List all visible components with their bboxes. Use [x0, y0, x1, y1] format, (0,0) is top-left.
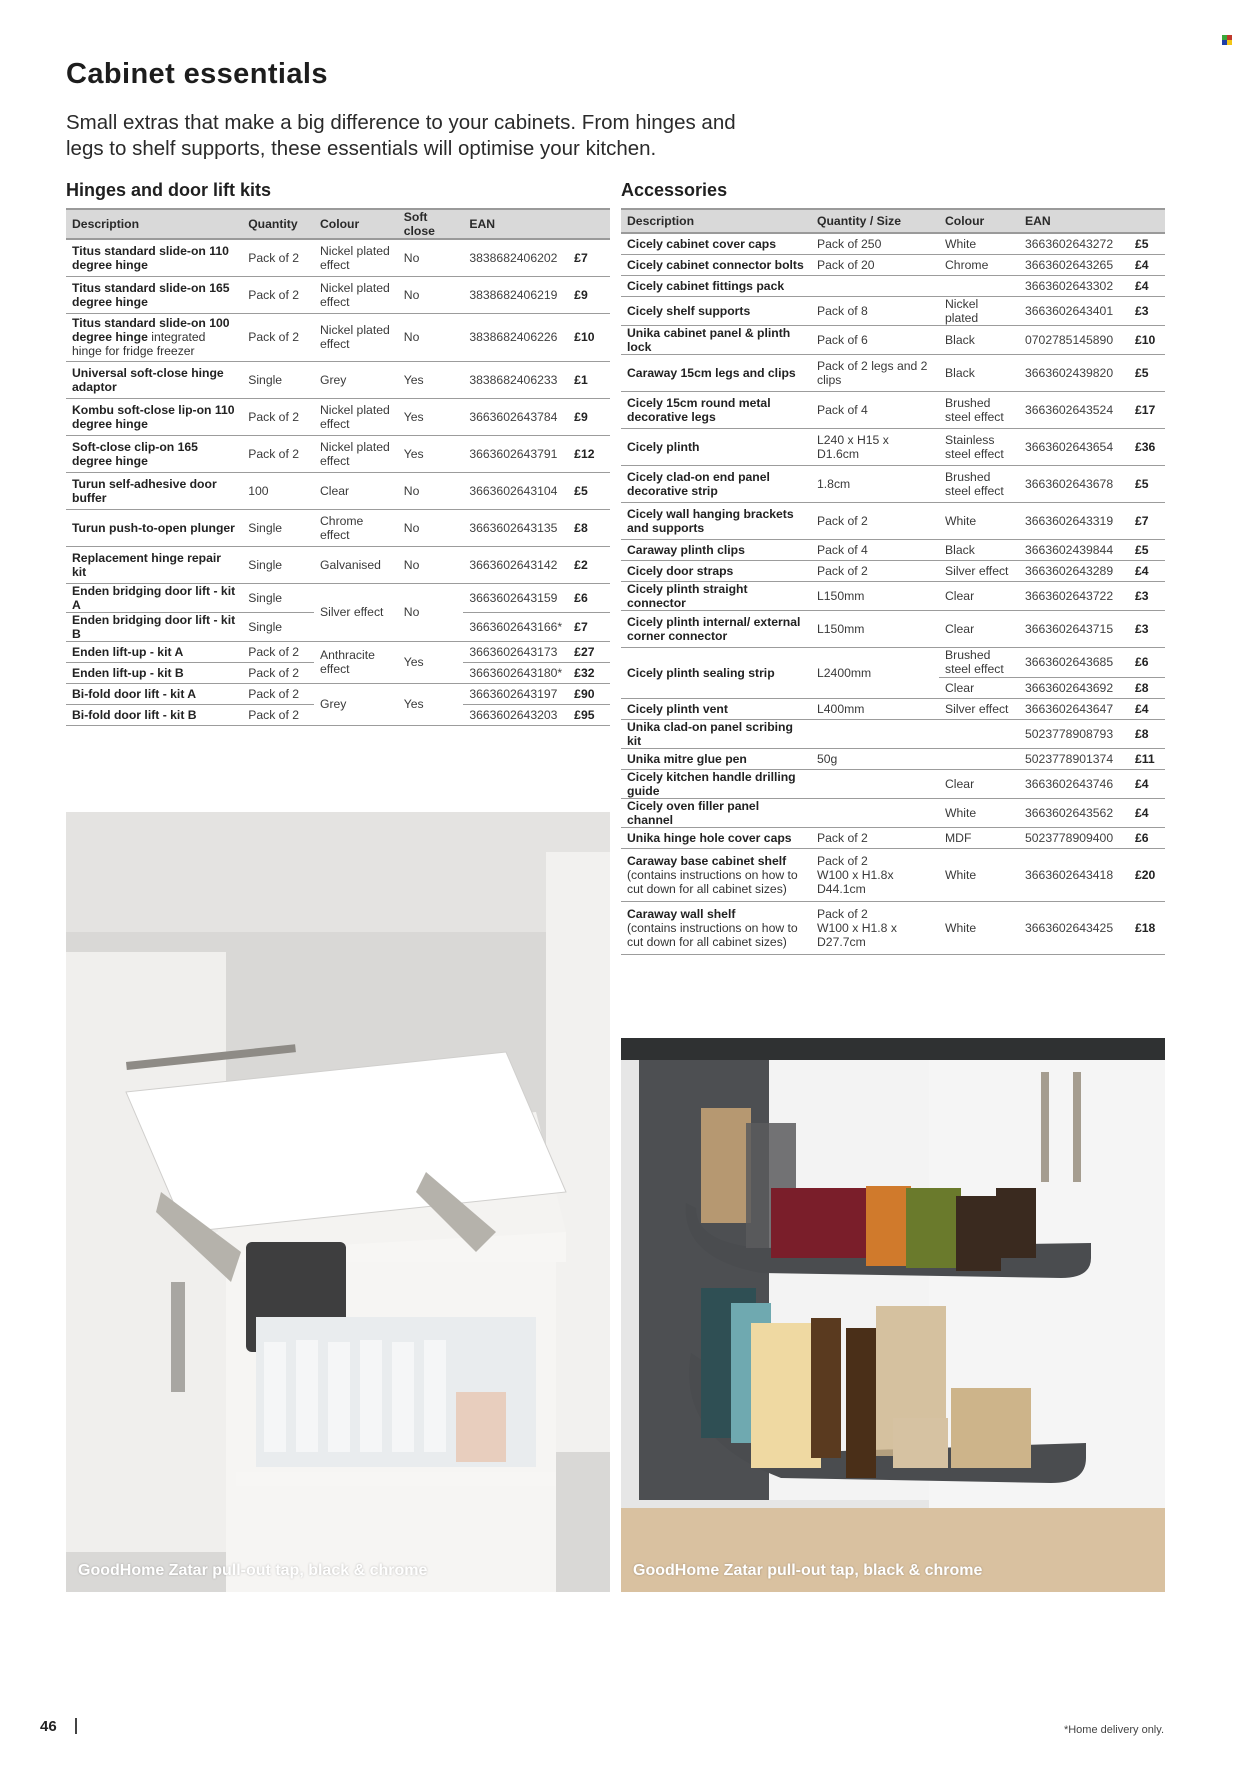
soft-close-cell: No — [398, 472, 464, 509]
column-header: EAN — [1019, 209, 1129, 233]
ean-cell: 3663602643272 — [1019, 233, 1129, 254]
price-cell: £32 — [568, 662, 610, 683]
quantity-cell — [811, 769, 939, 798]
column-header — [1129, 209, 1165, 233]
quantity-cell: Pack of 2 — [242, 641, 314, 662]
soft-close-cell: Yes — [398, 683, 464, 725]
price-cell: £8 — [1129, 677, 1165, 698]
table-row — [66, 546, 610, 583]
colour-cell: White — [939, 502, 1019, 539]
column-header: Colour — [939, 209, 1019, 233]
colour-cell: White — [939, 233, 1019, 254]
wall-cabinet-illustration — [66, 812, 610, 1592]
colour-cell: Nickel plated effect — [314, 276, 398, 313]
table-header-row — [66, 209, 610, 239]
price-cell: £3 — [1129, 581, 1165, 610]
price-cell: £95 — [568, 704, 610, 725]
footnote: *Home delivery only. — [1063, 1724, 1164, 1736]
ean-cell: 3663602643562 — [1019, 798, 1129, 827]
price-cell: £8 — [568, 509, 610, 546]
quantity-cell — [811, 275, 939, 296]
colour-cell: Silver effect — [939, 560, 1019, 581]
description-cell: Enden bridging door lift - kit B — [66, 612, 242, 641]
corner-cabinet-illustration — [621, 1038, 1165, 1592]
description-cell: Caraway 15cm legs and clips — [621, 354, 811, 391]
photo-wall-cabinet — [66, 812, 610, 1592]
ean-cell: 3663602643173 — [463, 641, 568, 662]
quantity-cell: Pack of 2 W100 x H1.8 x D27.7cm — [811, 901, 939, 954]
price-cell: £20 — [1129, 848, 1165, 901]
quantity-cell: Pack of 4 — [811, 539, 939, 560]
description-cell: Cicely plinth sealing strip — [621, 647, 811, 698]
price-cell: £7 — [568, 612, 610, 641]
description-cell: Cicely cabinet cover caps — [621, 233, 811, 254]
table-row — [621, 391, 1165, 428]
ean-cell: 3663602643302 — [1019, 275, 1129, 296]
ean-cell: 3663602643289 — [1019, 560, 1129, 581]
column-header: Description — [621, 209, 811, 233]
ean-cell: 3663602643180* — [463, 662, 568, 683]
price-cell: £5 — [1129, 539, 1165, 560]
table-row — [66, 472, 610, 509]
ean-cell: 3663602643678 — [1019, 465, 1129, 502]
table-row — [621, 719, 1165, 748]
ean-cell: 3663602643104 — [463, 472, 568, 509]
colour-cell: Brushed steel effect — [939, 465, 1019, 502]
column-header: Quantity / Size — [811, 209, 939, 233]
quantity-cell — [811, 719, 939, 748]
ean-cell: 3663602643722 — [1019, 581, 1129, 610]
price-cell: £5 — [1129, 354, 1165, 391]
description-cell: Bi-fold door lift - kit A — [66, 683, 242, 704]
ean-cell: 3663602643647 — [1019, 698, 1129, 719]
colour-cell: Chrome effect — [314, 509, 398, 546]
quantity-cell: Single — [242, 361, 314, 398]
colour-cell: Clear — [939, 769, 1019, 798]
colour-cell: Chrome — [939, 254, 1019, 275]
table-row — [621, 325, 1165, 354]
ean-cell: 0702785145890 — [1019, 325, 1129, 354]
price-cell: £12 — [568, 435, 610, 472]
colour-cell: Galvanised — [314, 546, 398, 583]
table-row — [621, 502, 1165, 539]
table-row — [621, 539, 1165, 560]
description-cell: Cicely plinth vent — [621, 698, 811, 719]
ean-cell: 3663602439844 — [1019, 539, 1129, 560]
soft-close-cell: No — [398, 276, 464, 313]
price-cell: £27 — [568, 641, 610, 662]
soft-close-cell: No — [398, 546, 464, 583]
soft-close-cell: No — [398, 313, 464, 361]
colour-cell: Black — [939, 354, 1019, 391]
quantity-cell: L150mm — [811, 581, 939, 610]
quantity-cell: Pack of 6 — [811, 325, 939, 354]
price-cell: £90 — [568, 683, 610, 704]
quantity-cell: Pack of 2 — [242, 398, 314, 435]
price-cell: £9 — [568, 398, 610, 435]
table-row — [621, 610, 1165, 647]
description-cell: Cicely plinth internal/ external corner connector — [621, 610, 811, 647]
table-row — [66, 583, 610, 612]
price-cell: £1 — [568, 361, 610, 398]
ean-cell: 5023778908793 — [1019, 719, 1129, 748]
table-row — [66, 276, 610, 313]
description-cell: Enden lift-up - kit B — [66, 662, 242, 683]
description-cell: Unika hinge hole cover caps — [621, 827, 811, 848]
quantity-cell: Pack of 2 legs and 2 clips — [811, 354, 939, 391]
ean-cell: 3663602643166* — [463, 612, 568, 641]
hinges-table — [66, 208, 610, 726]
description-cell: Cicely plinth — [621, 428, 811, 465]
quantity-cell: Pack of 2 — [242, 704, 314, 725]
description-cell: Cicely wall hanging brackets and supports — [621, 502, 811, 539]
price-cell: £9 — [568, 276, 610, 313]
ean-cell: 3663602643791 — [463, 435, 568, 472]
colour-cell: Anthracite effect — [314, 641, 398, 683]
brand-logo-icon — [1222, 35, 1232, 45]
quantity-cell: Single — [242, 546, 314, 583]
colour-cell: Silver effect — [939, 698, 1019, 719]
table-row — [621, 901, 1165, 954]
accessories-section-title: Accessories — [621, 180, 728, 200]
ean-cell: 3663602643159 — [463, 583, 568, 612]
quantity-cell: Pack of 2 — [242, 276, 314, 313]
description-cell: Unika clad-on panel scribing kit — [621, 719, 811, 748]
description-cell: Unika cabinet panel & plinth lock — [621, 325, 811, 354]
description-cell: Cicely cabinet connector bolts — [621, 254, 811, 275]
quantity-cell: Pack of 2 — [242, 313, 314, 361]
column-header: Description — [66, 209, 242, 239]
price-cell: £7 — [1129, 502, 1165, 539]
price-cell: £2 — [568, 546, 610, 583]
colour-cell: White — [939, 901, 1019, 954]
page-number: 46 — [40, 1718, 57, 1735]
table-row — [621, 798, 1165, 827]
description-cell: Enden bridging door lift - kit A — [66, 583, 242, 612]
colour-cell: White — [939, 798, 1019, 827]
description-cell: Titus standard slide-on 100 degree hinge integrated hinge for fridge freezer — [66, 313, 242, 361]
price-cell: £4 — [1129, 254, 1165, 275]
quantity-cell: L2400mm — [811, 647, 939, 698]
price-cell: £5 — [568, 472, 610, 509]
description-cell: Enden lift-up - kit A — [66, 641, 242, 662]
price-cell: £5 — [1129, 233, 1165, 254]
table-row — [66, 435, 610, 472]
price-cell: £4 — [1129, 769, 1165, 798]
colour-cell: Clear — [939, 610, 1019, 647]
footer-divider — [75, 1718, 77, 1734]
column-header: Colour — [314, 209, 398, 239]
colour-cell: Clear — [314, 472, 398, 509]
quantity-cell: Pack of 250 — [811, 233, 939, 254]
quantity-cell: 50g — [811, 748, 939, 769]
table-row — [66, 361, 610, 398]
price-cell: £7 — [568, 239, 610, 276]
ean-cell: 3663602643418 — [1019, 848, 1129, 901]
quantity-cell: Pack of 2 — [811, 560, 939, 581]
colour-cell — [939, 275, 1019, 296]
ean-cell: 3663602643685 — [1019, 647, 1129, 677]
quantity-cell: Pack of 2 — [242, 662, 314, 683]
colour-cell: Brushed steel effect — [939, 647, 1019, 677]
colour-cell: Grey — [314, 361, 398, 398]
quantity-cell: Pack of 2 — [242, 239, 314, 276]
description-cell: Unika mitre glue pen — [621, 748, 811, 769]
colour-cell: Brushed steel effect — [939, 391, 1019, 428]
description-cell: Kombu soft-close lip-on 110 degree hinge — [66, 398, 242, 435]
ean-cell: 3663602643524 — [1019, 391, 1129, 428]
ean-cell: 3838682406202 — [463, 239, 568, 276]
page-title: Cabinet essentials — [66, 58, 328, 90]
colour-cell — [939, 719, 1019, 748]
ean-cell: 5023778909400 — [1019, 827, 1129, 848]
table-row — [66, 239, 610, 276]
quantity-cell: Pack of 20 — [811, 254, 939, 275]
colour-cell: MDF — [939, 827, 1019, 848]
table-row — [66, 313, 610, 361]
description-cell: Cicely kitchen handle drilling guide — [621, 769, 811, 798]
table-row — [621, 748, 1165, 769]
colour-cell: Nickel plated effect — [314, 239, 398, 276]
photo-corner-cabinet — [621, 1038, 1165, 1592]
table-row — [621, 428, 1165, 465]
table-row — [621, 254, 1165, 275]
description-cell: Soft-close clip-on 165 degree hinge — [66, 435, 242, 472]
column-header — [568, 209, 610, 239]
colour-cell: Stainless steel effect — [939, 428, 1019, 465]
table-row — [66, 641, 610, 662]
description-cell: Universal soft-close hinge adaptor — [66, 361, 242, 398]
price-cell: £17 — [1129, 391, 1165, 428]
price-cell: £4 — [1129, 798, 1165, 827]
column-header: Quantity — [242, 209, 314, 239]
colour-cell: White — [939, 848, 1019, 901]
quantity-cell: Pack of 2 — [242, 683, 314, 704]
hinges-section-title: Hinges and door lift kits — [66, 180, 272, 200]
colour-cell: Black — [939, 325, 1019, 354]
quantity-cell: Pack of 2 — [242, 435, 314, 472]
ean-cell: 3663602643425 — [1019, 901, 1129, 954]
ean-cell: 3663602439820 — [1019, 354, 1129, 391]
price-cell: £6 — [1129, 647, 1165, 677]
price-cell: £3 — [1129, 296, 1165, 325]
photo-caption: GoodHome Zatar pull-out tap, black & chrome — [78, 1562, 428, 1579]
ean-cell: 3663602643319 — [1019, 502, 1129, 539]
price-cell: £4 — [1129, 275, 1165, 296]
colour-cell: Silver effect — [314, 583, 398, 641]
table-row — [621, 275, 1165, 296]
ean-cell: 3663602643197 — [463, 683, 568, 704]
colour-cell: Black — [939, 539, 1019, 560]
ean-cell: 3838682406233 — [463, 361, 568, 398]
price-cell: £11 — [1129, 748, 1165, 769]
table-row — [621, 296, 1165, 325]
ean-cell: 3663602643265 — [1019, 254, 1129, 275]
table-row — [621, 769, 1165, 798]
price-cell: £18 — [1129, 901, 1165, 954]
accessories-table — [621, 208, 1165, 955]
soft-close-cell: Yes — [398, 398, 464, 435]
ean-cell: 3663602643654 — [1019, 428, 1129, 465]
ean-cell: 3838682406219 — [463, 276, 568, 313]
price-cell: £6 — [1129, 827, 1165, 848]
colour-cell: Grey — [314, 683, 398, 725]
ean-cell: 3663602643715 — [1019, 610, 1129, 647]
quantity-cell: Single — [242, 583, 314, 612]
description-cell: Cicely plinth straight connector — [621, 581, 811, 610]
colour-cell: Nickel plated — [939, 296, 1019, 325]
table-row — [621, 827, 1165, 848]
table-row — [621, 848, 1165, 901]
price-cell: £6 — [568, 583, 610, 612]
price-cell: £10 — [1129, 325, 1165, 354]
table-row — [621, 698, 1165, 719]
quantity-cell: 1.8cm — [811, 465, 939, 502]
table-header-row — [621, 209, 1165, 233]
colour-cell: Nickel plated effect — [314, 398, 398, 435]
soft-close-cell: No — [398, 583, 464, 641]
price-cell: £3 — [1129, 610, 1165, 647]
quantity-cell: L400mm — [811, 698, 939, 719]
description-cell: Cicely 15cm round metal decorative legs — [621, 391, 811, 428]
description-cell: Caraway base cabinet shelf (contains instructions on how to cut down for all cabinet sizes) — [621, 848, 811, 901]
description-cell: Cicely oven filler panel channel — [621, 798, 811, 827]
table-row — [621, 581, 1165, 610]
colour-cell — [939, 748, 1019, 769]
price-cell: £5 — [1129, 465, 1165, 502]
description-cell: Bi-fold door lift - kit B — [66, 704, 242, 725]
description-cell: Turun push-to-open plunger — [66, 509, 242, 546]
table-row — [621, 560, 1165, 581]
ean-cell: 3663602643784 — [463, 398, 568, 435]
colour-cell: Nickel plated effect — [314, 313, 398, 361]
price-cell: £4 — [1129, 560, 1165, 581]
colour-cell: Clear — [939, 581, 1019, 610]
soft-close-cell: No — [398, 239, 464, 276]
ean-cell: 3663602643203 — [463, 704, 568, 725]
table-row — [66, 398, 610, 435]
soft-close-cell: Yes — [398, 641, 464, 683]
colour-cell: Nickel plated effect — [314, 435, 398, 472]
description-cell: Cicely door straps — [621, 560, 811, 581]
description-cell: Cicely cabinet fittings pack — [621, 275, 811, 296]
soft-close-cell: No — [398, 509, 464, 546]
quantity-cell: Single — [242, 612, 314, 641]
description-cell: Caraway wall shelf (contains instructions on how to cut down for all cabinet sizes) — [621, 901, 811, 954]
ean-cell: 5023778901374 — [1019, 748, 1129, 769]
description-cell: Titus standard slide-on 165 degree hinge — [66, 276, 242, 313]
quantity-cell: Single — [242, 509, 314, 546]
photo-caption: GoodHome Zatar pull-out tap, black & chrome — [633, 1562, 983, 1579]
quantity-cell: Pack of 8 — [811, 296, 939, 325]
table-row — [621, 354, 1165, 391]
table-row — [66, 509, 610, 546]
colour-cell: Clear — [939, 677, 1019, 698]
price-cell: £10 — [568, 313, 610, 361]
table-row — [66, 683, 610, 704]
quantity-cell: Pack of 2 W100 x H1.8x D44.1cm — [811, 848, 939, 901]
quantity-cell — [811, 798, 939, 827]
table-row — [621, 233, 1165, 254]
table-row — [621, 465, 1165, 502]
price-cell: £4 — [1129, 698, 1165, 719]
intro-text: Small extras that make a big difference to your cabinets. From hinges and legs to shelf supports, these essentials will optimise your kitchen. — [66, 111, 736, 160]
ean-cell: 3663602643142 — [463, 546, 568, 583]
ean-cell: 3838682406226 — [463, 313, 568, 361]
ean-cell: 3663602643746 — [1019, 769, 1129, 798]
column-header: EAN — [463, 209, 568, 239]
description-cell: Turun self-adhesive door buffer — [66, 472, 242, 509]
quantity-cell: L240 x H15 x D1.6cm — [811, 428, 939, 465]
quantity-cell: Pack of 4 — [811, 391, 939, 428]
price-cell: £36 — [1129, 428, 1165, 465]
description-cell: Caraway plinth clips — [621, 539, 811, 560]
description-cell: Replacement hinge repair kit — [66, 546, 242, 583]
description-cell: Titus standard slide-on 110 degree hinge — [66, 239, 242, 276]
description-cell: Cicely shelf supports — [621, 296, 811, 325]
description-cell: Cicely clad-on end panel decorative strip — [621, 465, 811, 502]
quantity-cell: Pack of 2 — [811, 502, 939, 539]
quantity-cell: Pack of 2 — [811, 827, 939, 848]
quantity-cell: 100 — [242, 472, 314, 509]
soft-close-cell: Yes — [398, 435, 464, 472]
table-row — [621, 647, 1165, 677]
ean-cell: 3663602643135 — [463, 509, 568, 546]
column-header: Soft close — [398, 209, 464, 239]
price-cell: £8 — [1129, 719, 1165, 748]
ean-cell: 3663602643692 — [1019, 677, 1129, 698]
quantity-cell: L150mm — [811, 610, 939, 647]
soft-close-cell: Yes — [398, 361, 464, 398]
ean-cell: 3663602643401 — [1019, 296, 1129, 325]
